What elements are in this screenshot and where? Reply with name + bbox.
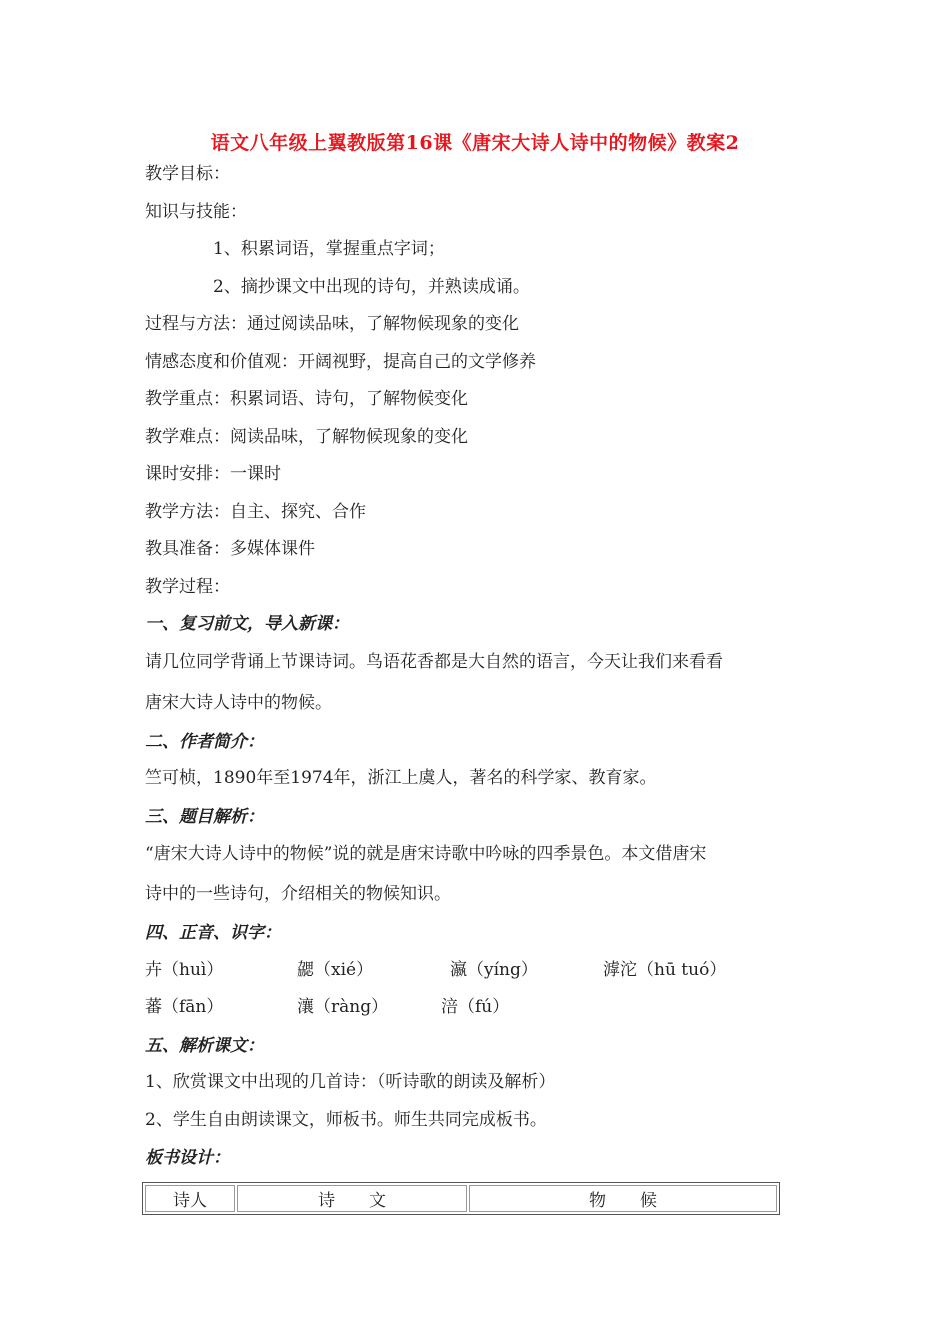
teaching-process-label: 教学过程：	[145, 577, 230, 597]
section-3-heading: 三、题目解析：	[145, 807, 264, 827]
header-phenology: 物 候	[469, 1185, 777, 1212]
header-poem-text: 诗 文	[237, 1185, 467, 1212]
process-method-line: 过程与方法：通过阅读品味，了解物候现象的变化	[145, 314, 519, 334]
header-poet: 诗人	[145, 1185, 235, 1212]
knowledge-item-1: 1、积累词语，掌握重点字词；	[213, 239, 445, 259]
board-design-heading: 板书设计：	[145, 1148, 230, 1168]
schedule-line: 课时安排：一课时	[145, 464, 281, 484]
section-5-heading: 五、解析课文：	[145, 1036, 264, 1056]
section-5-text-1: 1、欣赏课文中出现的几首诗：（听诗歌的朗读及解析）	[145, 1072, 556, 1092]
pronunciation-item: 勰（xié）	[297, 960, 374, 980]
pronunciation-item: 蕃（fān）	[145, 997, 224, 1017]
pronunciation-item: 卉（huì）	[145, 960, 224, 980]
section-1-text-2: 唐宋大诗人诗中的物候。	[145, 693, 332, 713]
teaching-goals-label: 教学目标：	[145, 164, 230, 184]
section-2-text: 竺可桢，1890年至1974年，浙江上虞人，著名的科学家、教育家。	[145, 768, 657, 788]
knowledge-skills-label: 知识与技能：	[145, 202, 247, 222]
document-title: 语文八年级上翼教版第16课《唐宋大诗人诗中的物候》教案2	[210, 132, 740, 154]
section-3-text-2: 诗中的一些诗句，介绍相关的物候知识。	[145, 884, 451, 904]
section-1-text-1: 请几位同学背诵上节课诗词。鸟语花香都是大自然的语言，今天让我们来看看	[145, 652, 723, 672]
section-3-text-1: “唐宋大诗人诗中的物候”说的就是唐宋诗歌中吟咏的四季景色。本文借唐宋	[145, 844, 707, 864]
section-4-heading: 四、正音、识字：	[145, 923, 281, 943]
pronunciation-item: 瀛（yíng）	[450, 960, 538, 980]
section-2-heading: 二、作者简介：	[145, 732, 264, 752]
key-point-line: 教学重点：积累词语、诗句，了解物候变化	[145, 389, 468, 409]
teaching-method-line: 教学方法：自主、探究、合作	[145, 502, 366, 522]
section-1-heading: 一、复习前文，导入新课：	[145, 614, 349, 634]
section-5-text-2: 2、学生自由朗读课文，师板书。师生共同完成板书。	[145, 1110, 547, 1130]
board-design-table	[142, 1182, 780, 1215]
pronunciation-item: 涪（fú）	[441, 997, 510, 1017]
teaching-tools-line: 教具准备：多媒体课件	[145, 539, 315, 559]
pronunciation-item: 瀼（ràng）	[297, 997, 389, 1017]
knowledge-item-2: 2、摘抄课文中出现的诗句，并熟读成诵。	[213, 277, 530, 297]
emotion-values-line: 情感态度和价值观：开阔视野，提高自己的文学修养	[145, 352, 536, 372]
table-header-row	[145, 1185, 777, 1212]
difficulty-line: 教学难点：阅读品味，了解物候现象的变化	[145, 427, 468, 447]
pronunciation-item: 滹沱（hū tuó）	[603, 960, 727, 980]
